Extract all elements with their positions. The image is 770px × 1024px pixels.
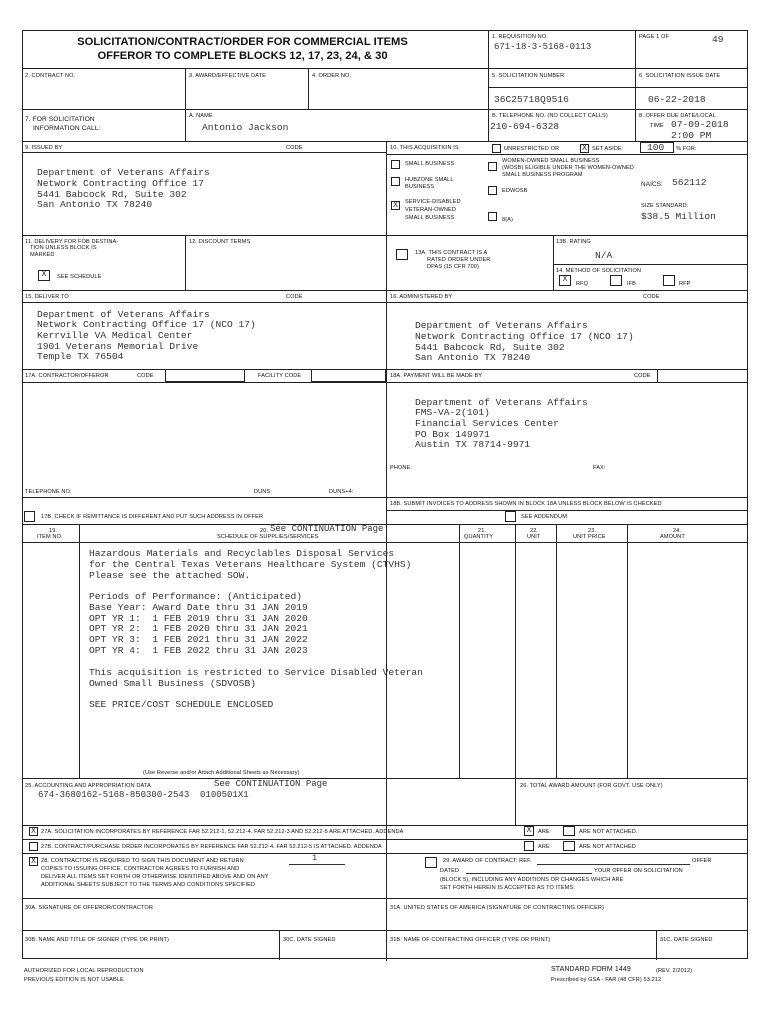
deliver-to-line-5: Temple TX 76504 (37, 351, 124, 362)
administered-by-line-2: Network Contracting Office 17 (NCO 17) (415, 331, 634, 342)
27a-not-attached-label: ARE NOT ATTACHED. (579, 829, 638, 835)
accounting-overlay: See CONTINUATION Page (214, 779, 328, 789)
set-aside-checkbox[interactable]: X (580, 144, 589, 153)
contractor-code-label: CODE (137, 373, 154, 379)
sdvosb-label-1: SERVICE-DISABLED (405, 199, 461, 205)
solicitation-info-label-1: 7. FOR SOLICITATION (25, 116, 95, 123)
wosb-label-1: WOMEN-OWNED SMALL BUSINESS (502, 158, 600, 164)
page-label: PAGE 1 OF (639, 34, 670, 40)
27a-are-checkbox[interactable]: X (524, 826, 534, 836)
rfq-label: RFQ (576, 281, 589, 287)
solicitation-method-label: 14. METHOD OF SOLICITATION (556, 268, 642, 274)
27a-not-attached-checkbox[interactable] (563, 826, 575, 836)
payment-line-4: PO Box 149971 (415, 429, 490, 440)
hubzone-label-1: HUBZONE SMALL (405, 177, 454, 183)
see-schedule-checkbox[interactable]: X (38, 270, 50, 281)
issued-by-code-label: CODE (286, 145, 303, 151)
see-addendum-checkbox[interactable] (505, 511, 516, 522)
footer-prescribed: Prescribed by GSA - FAR (48 CFR) 53.212 (551, 977, 662, 983)
schedule-line-5: Periods of Performance: (Anticipated) (89, 591, 303, 602)
item-no-number: 19. (49, 528, 58, 534)
small-business-label: SMALL BUSINESS (405, 161, 455, 167)
contact-telephone[interactable]: 210-694-6328 (490, 121, 560, 132)
rated-order-label-3: DPAS (15 CFR 700) (427, 264, 479, 270)
27b-checkbox[interactable] (29, 842, 38, 851)
schedule-line-8: OPT YR 2: 1 FEB 2020 thru 31 JAN 2021 (89, 623, 308, 634)
unit-header: UNIT (527, 534, 541, 540)
eight-a-checkbox[interactable] (488, 212, 497, 221)
issued-by-line-1: Department of Veterans Affairs (37, 167, 210, 178)
officer-date-label: 31C. DATE SIGNED (660, 937, 713, 943)
administered-by-code-label: CODE (643, 294, 660, 300)
size-standard-value[interactable]: $38.5 Million (641, 211, 716, 222)
fax-label: FAX: (593, 465, 606, 471)
27b-not-attached-checkbox[interactable] (563, 841, 575, 851)
schedule-line-9: OPT YR 3: 1 FEB 2021 thru 31 JAN 2022 (89, 634, 308, 645)
contractor-telephone-label: TELEPHONE NO. (25, 489, 72, 495)
order-no-label: 4. ORDER NO. (312, 73, 352, 79)
sdvosb-checkbox[interactable]: X (391, 201, 400, 210)
solicitation-info-label-2: INFORMATION CALL: (33, 125, 101, 132)
unit-price-number: 23. (588, 528, 597, 534)
rated-order-label-1: 13A. THIS CONTRACT IS A (415, 250, 488, 256)
solicitation-number-label: 5. SOLICITATION NUMBER (492, 73, 565, 79)
28-label-2: COPIES TO ISSUING OFFICE. CONTRACTOR AGREES TO FURNISH AND (41, 866, 240, 872)
payment-line-3: Financial Services Center (415, 418, 559, 429)
unit-number: 22. (530, 528, 539, 534)
deliver-to-code-label: CODE (286, 294, 303, 300)
rated-order-label-2: RATED ORDER UNDER (427, 257, 491, 263)
sdvosb-label-3: SMALL BUSINESS (405, 215, 455, 221)
quantity-header: QUANTITY (464, 534, 494, 540)
rated-order-checkbox[interactable] (396, 249, 408, 260)
administered-by-label: 16. ADMINISTERED BY (390, 294, 453, 300)
29-label-1: 29. AWARD OF CONTRACT: REF. (443, 858, 532, 864)
rating-label: 13B. RATING (556, 239, 591, 245)
contractor-code-field[interactable] (165, 369, 245, 382)
size-standard-label: SIZE STANDARD: (641, 203, 689, 209)
schedule-line-6: Base Year: Award Date thru 31 JAN 2019 (89, 602, 308, 613)
schedule-overlay: See CONTINUATION Page (270, 524, 384, 534)
27a-are-label: ARE (538, 829, 550, 835)
amount-number: 24. (673, 528, 682, 534)
solicitation-number[interactable]: 36C25718Q9516 (494, 94, 569, 105)
issue-date[interactable]: 06-22-2018 (648, 94, 706, 105)
wosb-label-2: (WOSB) ELIGIBLE UNDER THE WOMEN-OWNED (502, 165, 634, 171)
form-title-line1: SOLICITATION/CONTRACT/ORDER FOR COMMERCIAL ITEMS (77, 36, 408, 48)
officer-signature-label: 31A. UNITED STATES OF AMERICA (SIGNATURE OF CONTRACTING OFFICER) (390, 905, 605, 911)
accounting-value[interactable]: 674-3680162-5168-850300-2543 0100501X1 (38, 790, 249, 800)
deliver-to-line-3: Kerrville VA Medical Center (37, 330, 193, 341)
remittance-checkbox[interactable] (24, 511, 35, 522)
deliver-to-label: 15. DELIVER TO (25, 294, 69, 300)
small-business-checkbox[interactable] (391, 160, 400, 169)
reverse-note: (Use Reverse and/or Attach Additional Sheets as Necessary) (143, 770, 300, 776)
27b-are-checkbox[interactable] (524, 841, 534, 851)
offer-due-date[interactable]: 07-09-2018 (671, 119, 729, 130)
issued-by-label: 9. ISSUED BY (25, 145, 63, 151)
set-aside-label: SET ASIDE: (592, 146, 624, 152)
schedule-line-12: This acquisition is restricted to Service Disabled Veteran (89, 667, 423, 678)
officer-name-label: 31B. NAME OF CONTRACTING OFFICER (TYPE OR PRINT) (390, 937, 551, 943)
28-label-3: DELIVER ALL ITEMS SET FORTH OR OTHERWISE IDENTIFIED ABOVE AND ON ANY (41, 874, 269, 880)
offeror-date-label: 30C. DATE SIGNED (283, 937, 336, 943)
percent-for-label: % FOR: (676, 146, 697, 152)
29-checkbox[interactable] (425, 857, 437, 868)
naics-value[interactable]: 562112 (672, 177, 707, 188)
payment-code-label: CODE (634, 373, 651, 379)
schedule-line-1: Hazardous Materials and Recyclables Disposal Services (89, 548, 395, 559)
contact-name[interactable]: Antonio Jackson (202, 122, 289, 133)
schedule-number: 20. (260, 528, 269, 534)
footer-rev: (REV. 2/2012) (656, 968, 693, 974)
schedule-line-15: SEE PRICE/COST SCHEDULE ENCLOSED (89, 699, 274, 710)
schedule-line-10: OPT YR 4: 1 FEB 2022 thru 31 JAN 2023 (89, 645, 308, 656)
rating-value[interactable]: N/A (595, 250, 613, 261)
rfp-checkbox[interactable] (663, 275, 675, 286)
unrestricted-checkbox[interactable] (492, 144, 501, 153)
footer-authorized: AUTHORIZED FOR LOCAL REPRODUCTION (24, 968, 144, 974)
offer-due-label-1: 8. OFFER DUE DATE/LOCAL (639, 113, 716, 119)
contract-no-label: 2. CONTRACT NO. (25, 73, 76, 79)
amount-header: AMOUNT (660, 534, 685, 540)
eight-a-label: 8(A) (502, 217, 513, 223)
edwosb-label: EDWOSB (502, 188, 528, 194)
hubzone-label-2: BUSINESS (405, 184, 435, 190)
requisition-label: 1. REQUISITION NO. (492, 34, 548, 40)
issued-by-line-2: Network Contracting Office 17 (37, 178, 204, 189)
payment-label: 18A. PAYMENT WILL BE MADE BY (390, 373, 483, 379)
29-offer-label: OFFER (692, 858, 712, 864)
sdvosb-label-2: VETERAN-OWNED (405, 207, 457, 213)
administered-by-line-1: Department of Veterans Affairs (415, 320, 588, 331)
accounting-label: 25. ACCOUNTING AND APPROPRIATION DATA (25, 783, 151, 789)
submit-invoices-label: 18B. SUBMIT INVOICES TO ADDRESS SHOWN IN BLOCK 18A UNLESS BLOCK BELOW IS CHECKED (390, 501, 662, 507)
rfp-label: RFP (679, 281, 691, 287)
schedule-header: SCHEDULE OF SUPPLIES/SERVICES (217, 534, 319, 540)
contractor-label: 17A. CONTRACTOR/OFFEROR (25, 373, 109, 379)
wosb-label-3: SMALL BUSINESS PROGRAM (502, 172, 583, 178)
schedule-line-13: Owned Small Business (SDVOSB) (89, 678, 256, 689)
offer-due-label-2: TIME (650, 123, 664, 129)
28-checkbox[interactable]: X (29, 857, 38, 866)
acquisition-label: 10. THIS ACQUISITION IS (390, 145, 459, 151)
deliver-to-line-2: Network Contracting Office 17 (NCO 17) (37, 319, 256, 330)
delivery-fob-label-3: MARKED (30, 252, 55, 258)
hubzone-checkbox[interactable] (391, 177, 400, 186)
28-label-4: ADDITIONAL SHEETS SUBJECT TO THE TERMS AND CONDITIONS SPECIFIED (41, 882, 256, 888)
delivery-fob-label-1: 11. DELIVERY FOR FOB DESTINA- (25, 239, 119, 245)
phone-label: PHONE: (390, 465, 413, 471)
deliver-to-line-4: 1901 Veterans Memorial Drive (37, 341, 199, 352)
payment-line-1: Department of Veterans Affairs (415, 397, 588, 408)
ifb-checkbox[interactable] (610, 275, 622, 286)
facility-code-field[interactable] (311, 369, 386, 382)
27a-label: 27A. SOLICITATION INCORPORATES BY REFERENCE FAR 52.212-1, 52.212-4. FAR 52.212-3 AND 52.212-5 ARE ATTACHED. ADDENDA (41, 829, 404, 835)
payment-line-5: Austin TX 78714-9971 (415, 439, 531, 450)
rfq-checkbox[interactable]: X (559, 275, 571, 286)
naics-label: NAICS: (641, 181, 663, 188)
payment-line-2: FMS-VA-2(101) (415, 407, 490, 418)
wosb-checkbox[interactable] (488, 162, 497, 171)
item-no-header: ITEM NO. (37, 534, 63, 540)
29-label-3: (BLOCK 5), INCLUDING ANY ADDITIONS OR CHANGES WHICH ARE (440, 877, 624, 883)
administered-by-line-4: San Antonio TX 78240 (415, 352, 531, 363)
set-aside-percent[interactable]: 100 (647, 142, 665, 153)
issue-date-label: 6. SOLICITATION ISSUE DATE (639, 73, 721, 79)
schedule-line-7: OPT YR 1: 1 FEB 2019 thru 31 JAN 2020 (89, 613, 308, 624)
footer-previous: PREVIOUS EDITION IS NOT USABLE (24, 977, 124, 983)
see-addendum-label: SEE ADDENDUM (521, 514, 567, 520)
telephone-label: B. TELEPHONE NO. (NO COLLECT CALLS) (492, 113, 608, 119)
27b-are-label: ARE (538, 844, 550, 850)
schedule-line-3: Please see the attached SOW. (89, 570, 251, 581)
signer-name-label: 30B. NAME AND TITLE OF SIGNER (TYPE OR PRINT) (25, 937, 169, 943)
total-award-label: 26. TOTAL AWARD AMOUNT (FOR GOVT. USE ONLY) (520, 783, 663, 789)
duns-label: DUNS: (254, 489, 272, 495)
quantity-number: 21. (478, 528, 487, 534)
see-schedule-label: SEE SCHEDULE (57, 274, 102, 280)
duns4-label: DUNS+4: (329, 489, 354, 495)
facility-code-label: FACILITY CODE (258, 373, 302, 379)
28-copies[interactable]: 1 (312, 853, 318, 863)
27b-label: 27B. CONTRACT/PURCHASE ORDER INCORPORATES BY REFERENCE FAR 52.212-4. FAR 52.212-5 IS ATTACHED. ADDENDA (41, 844, 382, 850)
29-label-4: SET FORTH HEREIN IS ACCEPTED AS TO ITEMS: (440, 885, 575, 891)
27a-checkbox[interactable]: X (29, 827, 38, 836)
contact-name-label: A. NAME (189, 113, 213, 119)
issued-by-line-3: 5441 Babcock Rd, Suite 302 (37, 189, 187, 200)
offeror-signature-label: 30A. SIGNATURE OF OFFEROR/CONTRACTOR (25, 905, 154, 911)
requisition-number[interactable]: 671-18-3-5168-0113 (494, 42, 592, 52)
issued-by-line-4: San Antonio TX 78240 (37, 199, 153, 210)
ifb-label: IFB (627, 281, 637, 287)
29-your-offer-label: YOUR OFFER ON SOLICITATION (594, 868, 683, 874)
edwosb-checkbox[interactable] (488, 186, 497, 195)
27b-not-attached-label: ARE NOT ATTACHED (579, 844, 636, 850)
award-date-label: 3. AWARD/EFFECTIVE DATE (189, 73, 266, 79)
unit-price-header: UNIT PRICE (573, 534, 606, 540)
29-dated-label: DATED (440, 868, 460, 874)
footer-form-name: STANDARD FORM 1449 (551, 966, 631, 973)
form-title-line2: OFFEROR TO COMPLETE BLOCKS 12, 17, 23, 24, & 30 (97, 50, 388, 62)
unrestricted-label: UNRESTRICTED OR (504, 146, 560, 152)
administered-by-line-3: 5441 Babcock Rd, Suite 302 (415, 342, 565, 353)
deliver-to-line-1: Department of Veterans Affairs (37, 309, 210, 320)
schedule-line-2: for the Central Texas Veterans Healthcare System (CTVHS) (89, 559, 412, 570)
28-label-1: 28. CONTRACTOR IS REQUIRED TO SIGN THIS DOCUMENT AND RETURN (41, 858, 244, 864)
discount-terms-label: 12. DISCOUNT TERMS (189, 239, 251, 245)
offer-due-time[interactable]: 2:00 PM (671, 130, 712, 141)
delivery-fob-label-2: TION UNLESS BLOCK IS (30, 245, 97, 251)
page-total: 49 (712, 34, 724, 45)
remittance-label: 17B. CHECK IF REMITTANCE IS DIFFERENT AND PUT SUCH ADDRESS IN OFFER (41, 514, 264, 520)
